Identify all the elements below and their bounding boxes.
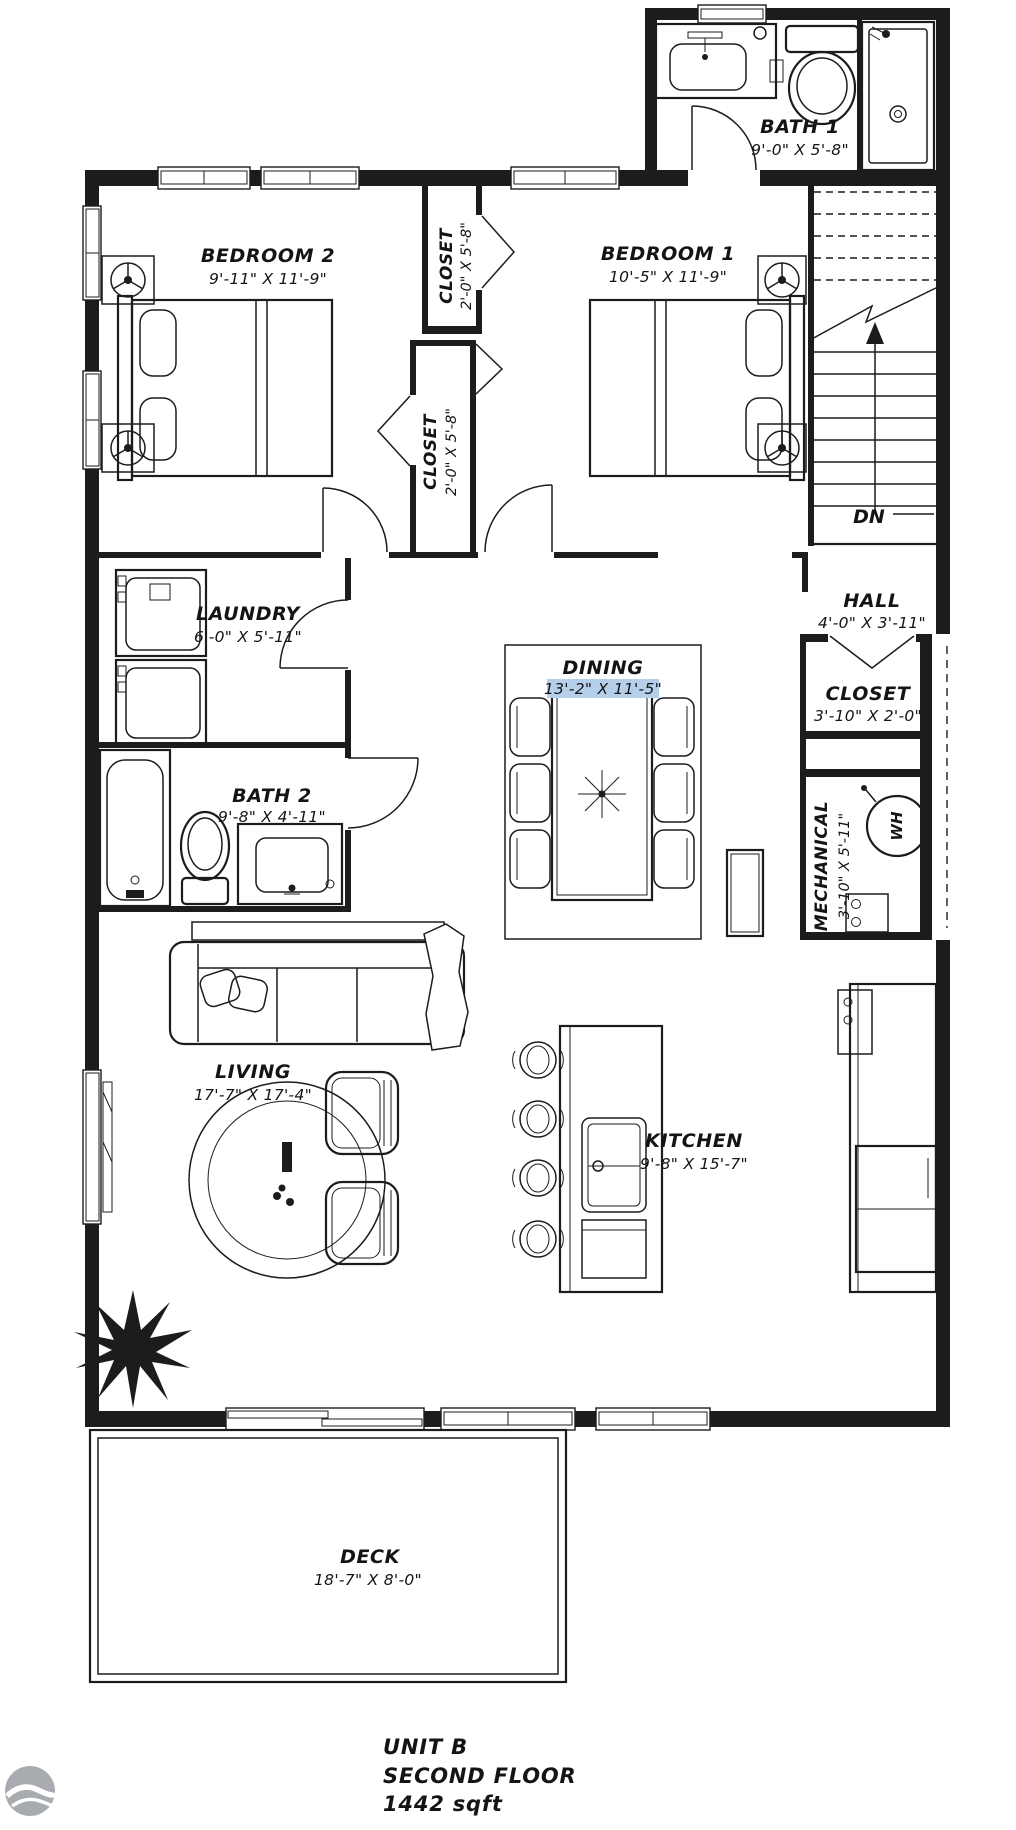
door-bath1: [692, 106, 756, 170]
bedroom1-dims: 10'-5" X 11'-9": [608, 268, 728, 286]
dining-dims: 13'-2" X 11'-5": [543, 680, 663, 698]
deck-dims: 18'-7" X 8'-0": [314, 1571, 422, 1589]
door-bedroom2: [323, 488, 387, 552]
bedroom1-room: [590, 243, 806, 480]
bath1-dims: 9'-0" X 5'-8": [751, 141, 849, 159]
window-bottom-1: [441, 1408, 575, 1430]
logo-watermark-icon: [5, 1766, 55, 1816]
dishwasher: [582, 1220, 646, 1278]
bedroom2-nightstand-lamp: [102, 256, 154, 304]
kitchen-counter-right: [838, 984, 936, 1292]
bath2-dims: 9'-8" X 4'-11": [218, 808, 326, 826]
wall-oven: [838, 990, 872, 1054]
bar-stools: [513, 1042, 564, 1257]
window-living-left: [83, 1070, 112, 1224]
window-bedroom2-left-1: [83, 206, 101, 300]
bath1-label: BATH 1: [760, 116, 840, 138]
door-bath2: [348, 758, 418, 828]
water-heater: [861, 785, 927, 856]
living-room: [74, 922, 468, 1408]
pillow: [227, 975, 269, 1014]
mechanical-room: [812, 785, 927, 932]
bedroom1-label: BEDROOM 1: [600, 243, 736, 265]
island-sink: [582, 1118, 646, 1212]
deck-area: [90, 1430, 566, 1682]
console-table: [192, 922, 444, 940]
laundry-room: [116, 570, 302, 744]
bedroom2-label: BEDROOM 2: [200, 245, 336, 267]
deck-label: DECK: [340, 1546, 400, 1568]
dryer: [116, 660, 206, 744]
bath2-vanity: [238, 824, 342, 904]
kitchen-dims: 9'-8" X 15'-7": [640, 1155, 748, 1173]
window-bottom-2: [596, 1408, 710, 1430]
bedroom1-bed: [590, 296, 804, 480]
pillow: [198, 967, 242, 1009]
dining-centerpiece-plant-icon: [578, 770, 626, 818]
floor-label: SECOND FLOOR: [383, 1764, 577, 1788]
hall-dims: 4'-0" X 3'-11": [818, 614, 926, 632]
armchair: [326, 1182, 398, 1264]
refrigerator: [856, 1146, 936, 1272]
window-bedroom2-left-2: [83, 371, 101, 469]
area-label: 1442 sqft: [383, 1792, 503, 1816]
stairs: [810, 192, 950, 544]
washer: [116, 570, 206, 656]
water-heater-label: WH: [888, 811, 906, 841]
closet-b-dims: 2'-0" X 5'-8": [444, 408, 460, 496]
hall-closet-label: CLOSET: [825, 683, 911, 705]
bath1-sink: [670, 44, 746, 90]
bath1-room: [656, 22, 934, 170]
throw-blanket: [424, 924, 468, 1050]
mechanical-label: MECHANICAL: [812, 800, 832, 932]
bath2-label: BATH 2: [232, 785, 312, 807]
kitchen-label: KITCHEN: [645, 1130, 743, 1152]
laundry-label: LAUNDRY: [196, 603, 300, 625]
stair-dn-label: DN: [853, 506, 885, 528]
bath2-tub: [100, 750, 170, 906]
closet-b-label: CLOSET: [421, 414, 441, 490]
title-block: [383, 1735, 577, 1816]
round-rug: [189, 1082, 385, 1278]
tall-cabinet: [727, 850, 763, 936]
bath1-shower: [862, 22, 934, 170]
sliding-door-deck: [226, 1408, 424, 1430]
bath1-faucet-icon: [702, 54, 708, 60]
hall-area: [818, 590, 926, 632]
closet-a-label: CLOSET: [437, 228, 457, 304]
mechanical-dims: 3'-10" X 5'-11": [837, 812, 853, 920]
bedroom1-nightstand-lamp: [758, 424, 806, 472]
window-bedroom2-top-1: [158, 167, 250, 189]
bath1-toilet: [786, 26, 858, 124]
living-label: LIVING: [214, 1061, 292, 1083]
door-bedroom1: [485, 485, 552, 552]
window-bedroom2-top-2: [261, 167, 359, 189]
laundry-dims: 6'-0" X 5'-11": [194, 628, 302, 646]
window-bedroom1-top: [511, 167, 619, 189]
kitchen-room: [513, 850, 936, 1292]
dining-room: [505, 645, 701, 939]
sofa: [170, 924, 468, 1050]
hall-closet-dims: 3'-10" X 2'-0": [814, 707, 922, 725]
unit-label: UNIT B: [383, 1735, 468, 1759]
armchair: [326, 1072, 398, 1154]
closet-a-dims: 2'-0" X 5'-8": [459, 222, 475, 310]
hall-label: HALL: [843, 590, 901, 612]
closet-b: [421, 408, 460, 496]
dining-label: DINING: [562, 657, 644, 679]
bedroom2-nightstand-lamp: [102, 424, 154, 472]
pillow: [140, 310, 176, 376]
bedroom2-dims: 9'-11" X 11'-9": [208, 270, 328, 288]
bedroom2-bed: [118, 296, 332, 480]
pillow: [746, 310, 782, 376]
bedroom2-room: [102, 245, 335, 480]
hall-closet: [814, 683, 922, 725]
living-dims: 17'-7" X 17'-4": [193, 1086, 313, 1104]
bifold-closet-a: [482, 216, 514, 288]
stair-arrow-icon: [866, 322, 884, 344]
closet-a: [437, 222, 475, 310]
window-bath1-top: [698, 5, 766, 23]
bath2-room: [100, 750, 342, 906]
